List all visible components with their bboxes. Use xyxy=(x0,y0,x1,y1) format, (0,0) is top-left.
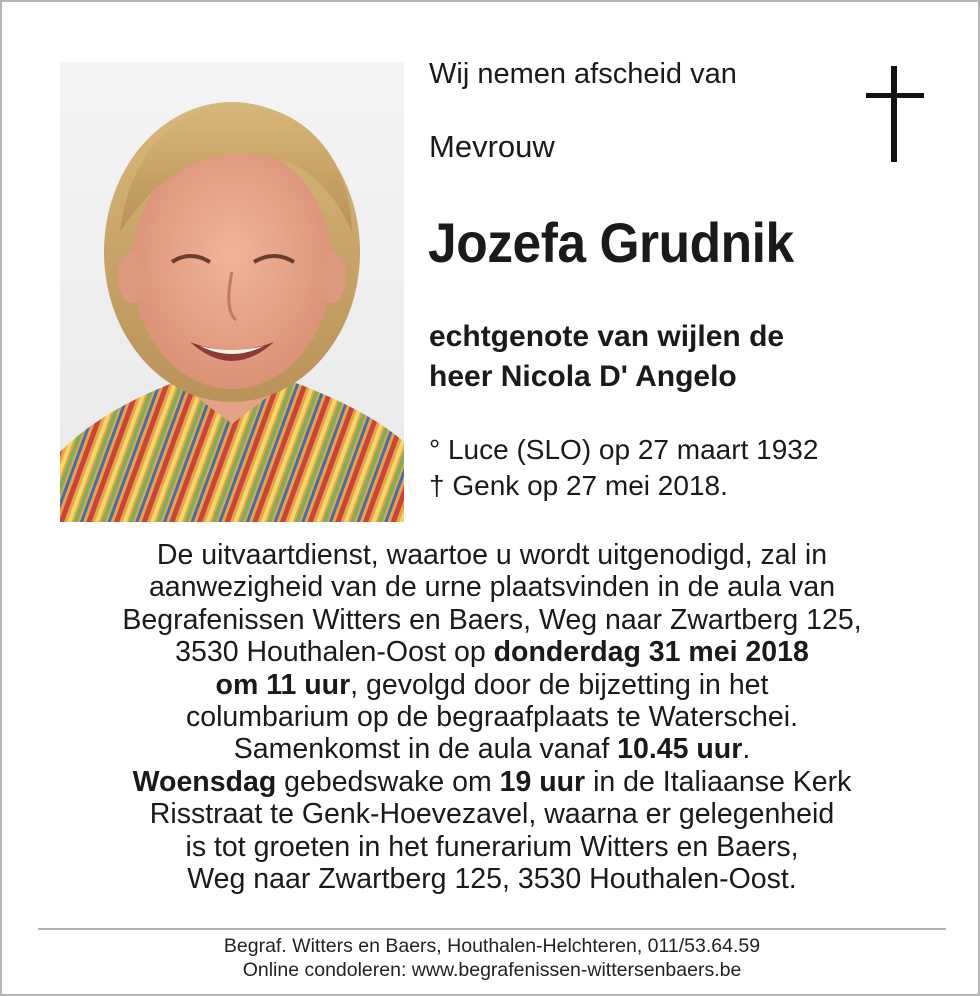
service-date: donderdag 31 mei 2018 xyxy=(493,636,809,669)
service-line xyxy=(42,766,942,798)
death-info: Genk op 27 mei 2018. xyxy=(452,470,728,501)
service-line: Weg naar Zwartberg 125, 3530 Houthalen-Oost. xyxy=(187,863,797,896)
service-line: Begrafenissen Witters en Baers, Weg naar Zwartberg 125, xyxy=(122,603,862,636)
footer-divider xyxy=(38,928,946,930)
service-line: aanwezigheid van de urne plaatsvinden in de aula van xyxy=(148,571,836,604)
birth-symbol: ° xyxy=(429,434,441,465)
birth-line xyxy=(429,432,818,468)
service-time: om 11 uur xyxy=(215,668,351,701)
service-text: in de Italiaanse Kerk xyxy=(585,765,852,798)
vigil-day: Woensdag xyxy=(132,765,277,798)
portrait-photo xyxy=(60,62,404,522)
service-line: is tot groeten in het funerarium Witters en Baers, xyxy=(185,830,799,863)
service-text: 3530 Houthalen-Oost op xyxy=(175,636,494,669)
spouse-line-2: heer Nicola D' Angelo xyxy=(429,360,737,393)
service-line: De uitvaartdienst, waartoe u wordt uitgenodigd, zal in xyxy=(156,539,828,571)
vigil-time: 19 uur xyxy=(499,765,586,798)
service-details xyxy=(42,539,942,895)
gathering-time: 10.45 uur xyxy=(617,733,743,766)
death-symbol: † xyxy=(429,470,445,501)
funeral-home-contact: Begraf. Witters en Baers, Houthalen-Helchteren, 011/53.64.59 xyxy=(223,935,761,957)
service-line xyxy=(42,733,942,765)
service-text: . xyxy=(742,733,751,766)
intro-text: Wij nemen afscheid van xyxy=(429,58,737,90)
service-line xyxy=(42,636,942,668)
service-line: columbarium op de begraafplaats te Waterschei. xyxy=(185,701,798,734)
footer xyxy=(42,934,942,982)
online-condolence-link[interactable]: Online condoleren: www.begrafenissen-wittersenbaers.be xyxy=(242,959,742,981)
spouse-line-1: echtgenote van wijlen de xyxy=(429,320,785,353)
service-line: Risstraat te Genk-Hoevezavel, waarna er gelegenheid xyxy=(149,798,835,831)
birth-info: Luce (SLO) op 27 maart 1932 xyxy=(447,434,819,465)
spouse-info xyxy=(429,317,784,397)
service-text: Samenkomst in de aula vanaf xyxy=(233,733,618,766)
service-line xyxy=(42,669,942,701)
honorific-title: Mevrouw xyxy=(429,129,555,164)
service-text: gebedswake om xyxy=(276,765,500,798)
service-text: , gevolgd door de bijzetting in het xyxy=(350,668,769,701)
deceased-name: Jozefa Grudnik xyxy=(428,211,794,274)
life-dates xyxy=(429,432,818,504)
latin-cross-icon xyxy=(866,66,924,162)
death-line xyxy=(429,468,818,504)
